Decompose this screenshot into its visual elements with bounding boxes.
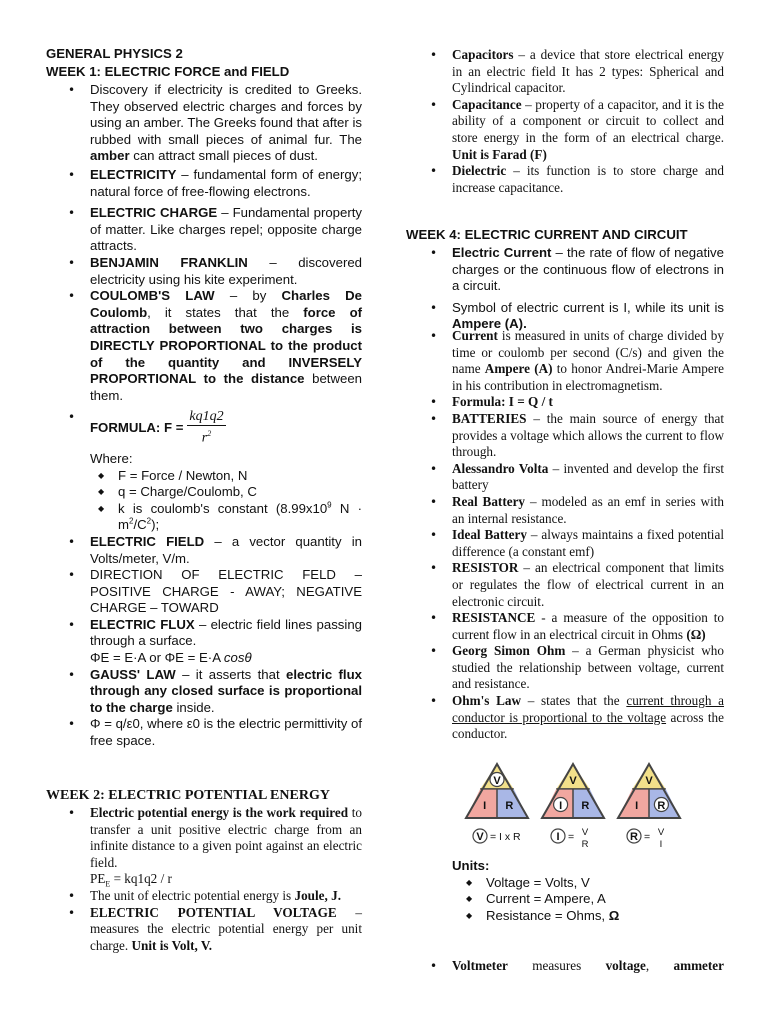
triangle-label-R: R bbox=[505, 800, 514, 812]
triangle-label-R: R bbox=[657, 800, 666, 812]
item-text: BENJAMIN FRANKLIN – discovered electricity using his kite experiment. bbox=[90, 254, 362, 287]
list-item bbox=[408, 560, 724, 610]
equation-variable: R bbox=[630, 831, 638, 843]
sub-item bbox=[452, 891, 712, 908]
equation-equals: = bbox=[644, 831, 651, 843]
triangle-left-section bbox=[466, 789, 497, 818]
item-text: BATTERIES – the main source of energy that provides a voltage which allows the current to flow through. bbox=[452, 410, 724, 460]
sub-item-text: Current = Ampere, A bbox=[486, 891, 606, 907]
units-heading: Units: bbox=[452, 858, 490, 873]
triangle-label-V: V bbox=[569, 775, 577, 787]
page-title: GENERAL PHYSICS 2 bbox=[46, 46, 183, 61]
item-text: Voltmeter measures voltage, ammeter bbox=[452, 958, 724, 973]
item-text: Capacitance – property of a capacitor, and it is the ability of a component or circuit to collect and store energy in the form of an electrical charge. Unit is Farad (F) bbox=[452, 96, 724, 162]
item-text: Alessandro Volta – invented and develop the first battery bbox=[452, 460, 724, 493]
equation-numerator: V bbox=[581, 827, 589, 838]
list-item bbox=[408, 958, 724, 975]
list-item bbox=[46, 905, 362, 955]
list-item bbox=[46, 716, 362, 749]
week4-list-serif bbox=[408, 328, 724, 743]
item-text: ELECTRIC CHARGE – Fundamental property of matter. Like charges repel; opposite charge attracts. bbox=[90, 205, 362, 254]
list-item bbox=[408, 245, 724, 295]
list-item bbox=[46, 255, 362, 288]
triangle-label-I: I bbox=[483, 800, 487, 812]
sub-item bbox=[452, 908, 712, 925]
capacitor-list bbox=[408, 47, 724, 196]
item-text: RESISTOR – an electrical component that limits or regulates the flow of electrical current in an electronic circuit. bbox=[452, 560, 724, 609]
where-list bbox=[90, 468, 362, 534]
item-text: RESISTANCE - a measure of the opposition to current flow in an electrical circuit in Ohms (Ω) bbox=[452, 610, 724, 642]
units-list bbox=[452, 875, 712, 925]
list-item bbox=[408, 328, 724, 394]
list-item bbox=[408, 610, 724, 643]
list-item bbox=[408, 494, 724, 527]
formula-item bbox=[46, 409, 362, 534]
triangle-label-V: V bbox=[493, 775, 501, 787]
triangle-left-section bbox=[618, 789, 649, 818]
list-item bbox=[46, 82, 362, 165]
equation-equals: = bbox=[568, 831, 575, 843]
item-text: Ideal Battery – always maintains a fixed potential difference (a constant emf) bbox=[452, 527, 724, 559]
list-item bbox=[46, 888, 362, 905]
formula-denominator-base: r bbox=[201, 430, 208, 446]
triangle-label-I: I bbox=[559, 800, 563, 812]
week2-heading: WEEK 2: ELECTRIC POTENTIAL ENERGY bbox=[46, 788, 330, 803]
item-text: The unit of electric potential energy is Joule, J. bbox=[90, 887, 341, 903]
list-item bbox=[46, 288, 362, 404]
formula-denominator bbox=[187, 426, 225, 447]
list-item bbox=[408, 643, 724, 693]
formula-denominator-exponent: 2 bbox=[207, 429, 212, 439]
equation-rhs: = I x R bbox=[490, 831, 521, 843]
equation-variable: I bbox=[556, 831, 560, 843]
equation-denominator: I bbox=[659, 839, 663, 850]
equation-variable: V bbox=[476, 831, 484, 843]
item-text: Electric potential energy is the work required to transfer a unit positive electric charge from an infinite distance to a given point against an electric field. $PE_E = kq1q2 / r$ bbox=[90, 805, 362, 890]
week4-list-sans bbox=[408, 245, 724, 333]
list-item bbox=[408, 163, 724, 196]
item-text: Discovery if electricity is credited to Greeks. They observed electric charges and forces by using an amber. The Greeks found that after is rubbed with small pieces of animal fur. The amber can attract small pieces of dust. bbox=[90, 82, 362, 164]
list-item bbox=[408, 527, 724, 560]
formula-numerator: kq1q2 bbox=[189, 409, 224, 425]
sub-item-text: Voltage = Volts, V bbox=[486, 874, 590, 890]
week4-heading: WEEK 4: ELECTRIC CURRENT AND CIRCUIT bbox=[406, 227, 688, 242]
list-item bbox=[46, 167, 362, 200]
sub-item bbox=[90, 484, 362, 501]
list-item bbox=[46, 567, 362, 617]
sub-item-text: k is coulomb's constant ($8.99x10^9$ $N \cdot m^2/C^2$); bbox=[118, 500, 362, 533]
equation-denominator: R bbox=[581, 839, 589, 850]
item-text: GAUSS' LAW – it asserts that electric flux through any closed surface is proportional to the charge inside. bbox=[90, 666, 362, 715]
item-text: Electric Current – the rate of flow of negative charges or the continuous flow of electrons in a circuit. bbox=[452, 245, 724, 294]
week1-list bbox=[46, 82, 362, 750]
where-label: Where: bbox=[90, 450, 133, 466]
item-text: ELECTRICITY – fundamental form of energy; natural force of free-flowing electrons. bbox=[90, 166, 362, 199]
item-text: Current is measured in units of charge divided by time or coulomb per second (C/s) and given the name Ampere (A) to honor Andrei-Marie Ampere in his contribution in electromagnetism. bbox=[452, 328, 724, 393]
week1-heading: WEEK 1: ELECTRIC FORCE and FIELD bbox=[46, 64, 290, 79]
sub-item bbox=[90, 468, 362, 485]
item-text: Ohm's Law – states that the current through a conductor is proportional to the voltage across the conductor. bbox=[452, 693, 724, 742]
formula-label: FORMULA: F = bbox=[90, 419, 184, 435]
item-text: Φ = q/ε0, where ε0 is the electric permittivity of free space. bbox=[90, 716, 362, 749]
item-text: ELECTRIC FIELD – a vector quantity in Volts/meter, V/m. bbox=[90, 533, 362, 566]
list-item bbox=[408, 97, 724, 163]
list-item bbox=[408, 47, 724, 97]
equation-numerator: V bbox=[657, 827, 665, 838]
list-item bbox=[46, 534, 362, 567]
sub-item bbox=[452, 875, 712, 892]
list-item bbox=[46, 617, 362, 667]
item-text: Dielectric – its function is to store charge and increase capacitance. bbox=[452, 163, 724, 195]
units-section bbox=[452, 858, 712, 924]
list-item bbox=[408, 394, 724, 411]
triangle-label-R: R bbox=[581, 800, 590, 812]
sub-item-text: F = Force / Newton, N bbox=[118, 467, 248, 483]
week2-list bbox=[46, 805, 362, 954]
ohms-law-triangles bbox=[460, 762, 700, 854]
item-text: ELECTRIC FLUX – electric field lines passing through a surface. ΦE = E·A or ΦE = E·A cosθ bbox=[90, 616, 362, 666]
list-item bbox=[408, 693, 724, 743]
item-text: Capacitors – a device that store electrical energy in an electric field It has 2 types: Spherical and Cylindrical capacitor. bbox=[452, 47, 724, 96]
triangle-label-I: I bbox=[635, 800, 639, 812]
item-text: ELECTRIC POTENTIAL VOLTAGE – measures the electric potential energy per unit charge. Unit is Volt, V. bbox=[90, 904, 363, 953]
triangle-label-V: V bbox=[645, 775, 653, 787]
list-item bbox=[408, 411, 724, 461]
meter-list bbox=[408, 958, 724, 975]
coulomb-formula-fraction bbox=[187, 409, 225, 447]
list-item bbox=[408, 461, 724, 494]
sub-item-text: Resistance = Ohms, Ω bbox=[486, 907, 620, 923]
item-text: DIRECTION OF ELECTRIC FELD – POSITIVE CHARGE - AWAY; NEGATIVE CHARGE – TOWARD bbox=[90, 567, 362, 616]
list-item bbox=[46, 805, 362, 888]
sub-item bbox=[90, 501, 362, 534]
sub-item-text: q = Charge/Coulomb, C bbox=[118, 484, 257, 500]
list-item bbox=[46, 667, 362, 717]
item-text: Formula: I = Q / t bbox=[452, 394, 553, 410]
item-text: COULOMB'S LAW – by Charles De Coulomb, it states that the force of attraction between two charges is DIRECTLY PROPORTIONAL to the product of the quantity and INVERSELY PROPORTIONAL to the distance between them. bbox=[90, 288, 363, 403]
item-text: Georg Simon Ohm – a German physicist who studied the relationship between voltage, current and resistance. bbox=[452, 643, 724, 692]
item-text: Real Battery – modeled as an emf in series with an internal resistance. bbox=[452, 493, 725, 526]
list-item bbox=[46, 205, 362, 255]
item-text: Symbol of electric current is I, while its unit is Ampere (A). bbox=[452, 299, 724, 332]
